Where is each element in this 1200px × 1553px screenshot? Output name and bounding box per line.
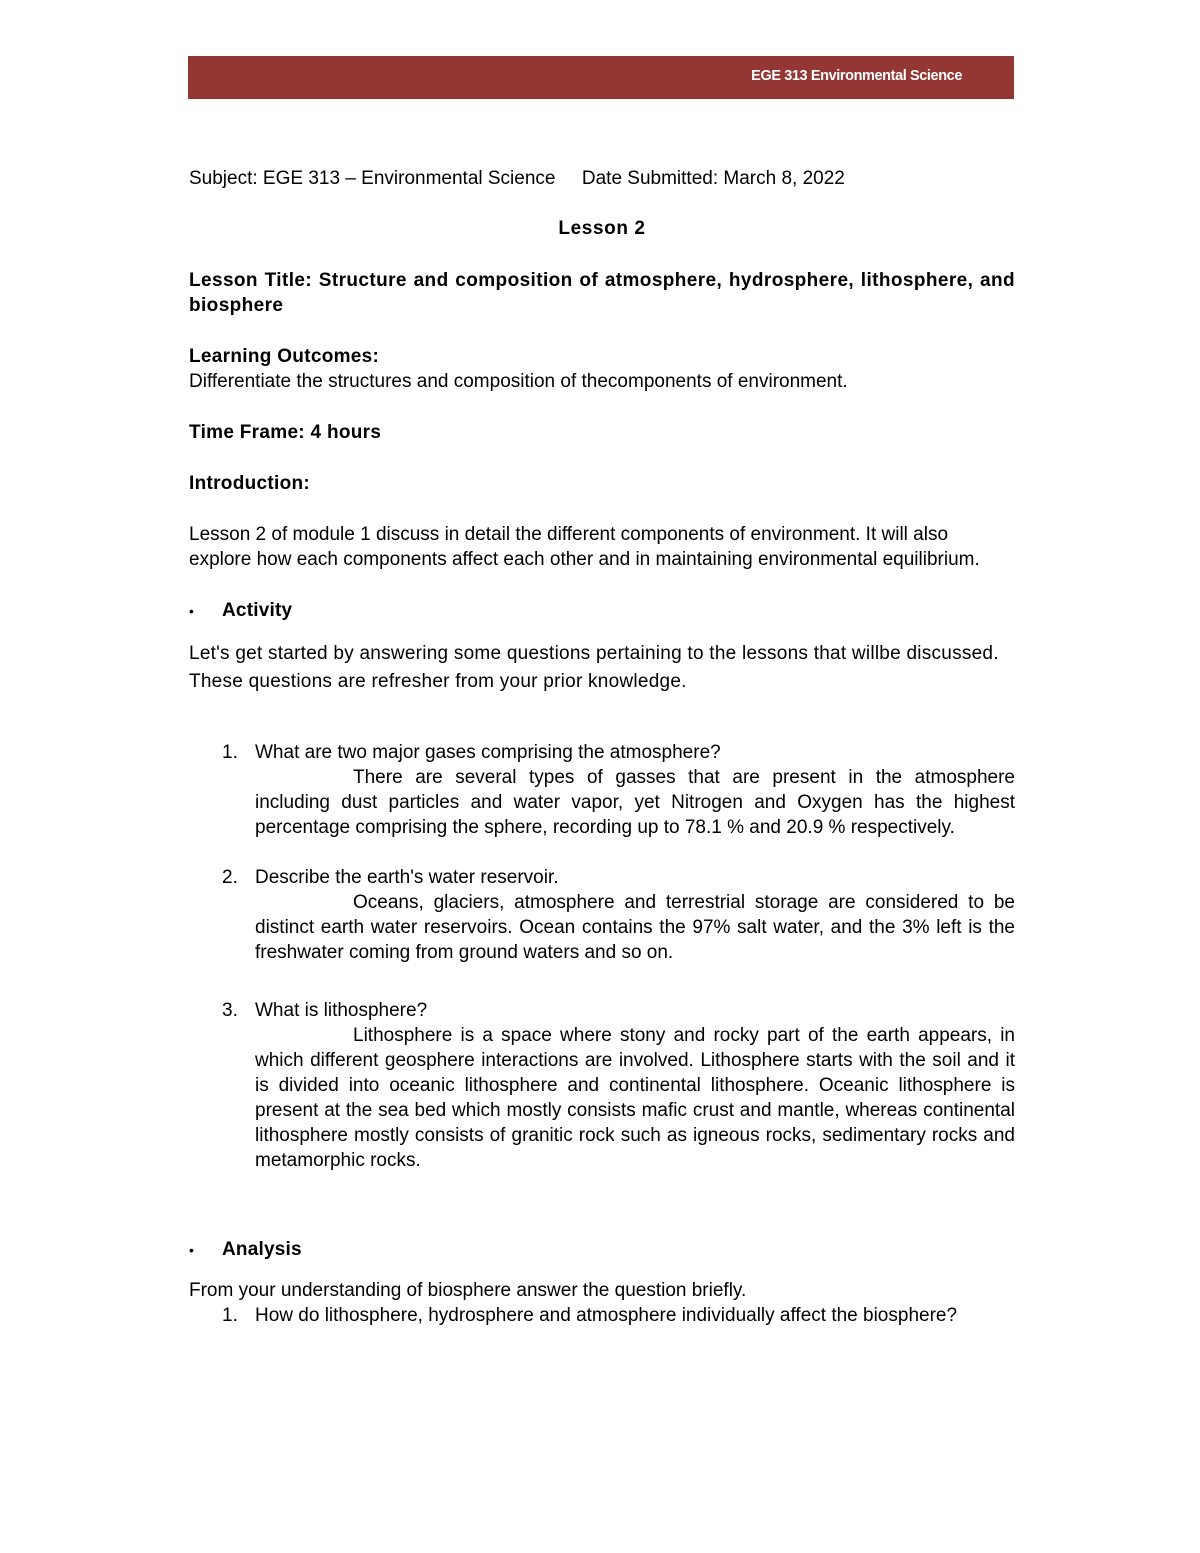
learning-outcomes-text: Differentiate the structures and composition of thecomponents of environment. [189,371,848,392]
bullet-icon: • [189,603,194,619]
subject-line: Subject: EGE 313 – Environmental Science Date Submitted: March 8, 2022 [189,168,845,189]
lesson-title: Lesson Title: Structure and composition of atmosphere, hydrosphere, lithosphere, and biosphere [189,270,1015,316]
bullet-icon: • [189,1242,194,1258]
analysis-intro: From your understanding of biosphere answer the question briefly. [189,1280,747,1301]
analysis-question-list [189,1303,1015,1328]
time-frame: Time Frame: 4 hours [189,422,382,443]
document-body [189,166,1015,1328]
lesson-number: Lesson 2 [558,218,646,239]
question-text: What is lithosphere? [255,1000,428,1021]
activity-question-list [189,740,1015,1173]
answer-text: Lithosphere is a space where stony and rocky part of the earth appears, in which different geosphere interactions are involved. Lithosphere starts with the soil and it is divided into oceanic lithosphere and continental lithosphere. Oceanic lithosphere is present at the sea bed which mostly consists mafic crust and mantle, whereas continental lithosphere mostly consists of granitic rock such as igneous rocks, sedimentary rocks and metamorphic rocks. [255,1025,1015,1171]
header-banner-text: EGE 313 Environmental Science [751,68,962,84]
list-item [189,865,1015,965]
question-text: What are two major gases comprising the atmosphere? [255,742,721,763]
introduction-text: Lesson 2 of module 1 discuss in detail the different components of environment. It will also explore how each components affect each other and in maintaining environmental equilibrium. [189,524,980,570]
question-text: Describe the earth's water reservoir. [255,867,559,888]
activity-intro: Let's get started by answering some questions pertaining to the lessons that willbe discussed. These questions are refresher from your prior knowledge. [189,643,999,692]
answer-text: There are several types of gasses that are present in the atmosphere including dust particles and water vapor, yet Nitrogen and Oxygen has the highest percentage comprising the sphere, recording up to 78.1 % and 20.9 % respectively. [255,767,1015,838]
introduction-heading: Introduction: [189,473,311,494]
analysis-heading: Analysis [222,1239,302,1260]
list-item [189,740,1015,840]
activity-heading: Activity [222,600,293,621]
answer-text: Oceans, glaciers, atmosphere and terrestrial storage are considered to be distinct earth water reservoirs. Ocean contains the 97% salt water, and the 3% left is the freshwater coming from ground waters and so on. [255,892,1015,963]
analysis-heading-row [189,1237,1015,1263]
list-item [189,1303,1015,1328]
question-number: 2. [222,867,238,888]
question-number: 1. [222,742,238,763]
list-item [189,998,1015,1173]
activity-heading-row [189,598,1015,624]
question-number: 1. [222,1305,238,1326]
learning-outcomes-heading: Learning Outcomes: [189,346,380,367]
header-banner [188,56,1014,99]
question-text: How do lithosphere, hydrosphere and atmosphere individually affect the biosphere? [255,1305,958,1326]
question-number: 3. [222,1000,238,1021]
